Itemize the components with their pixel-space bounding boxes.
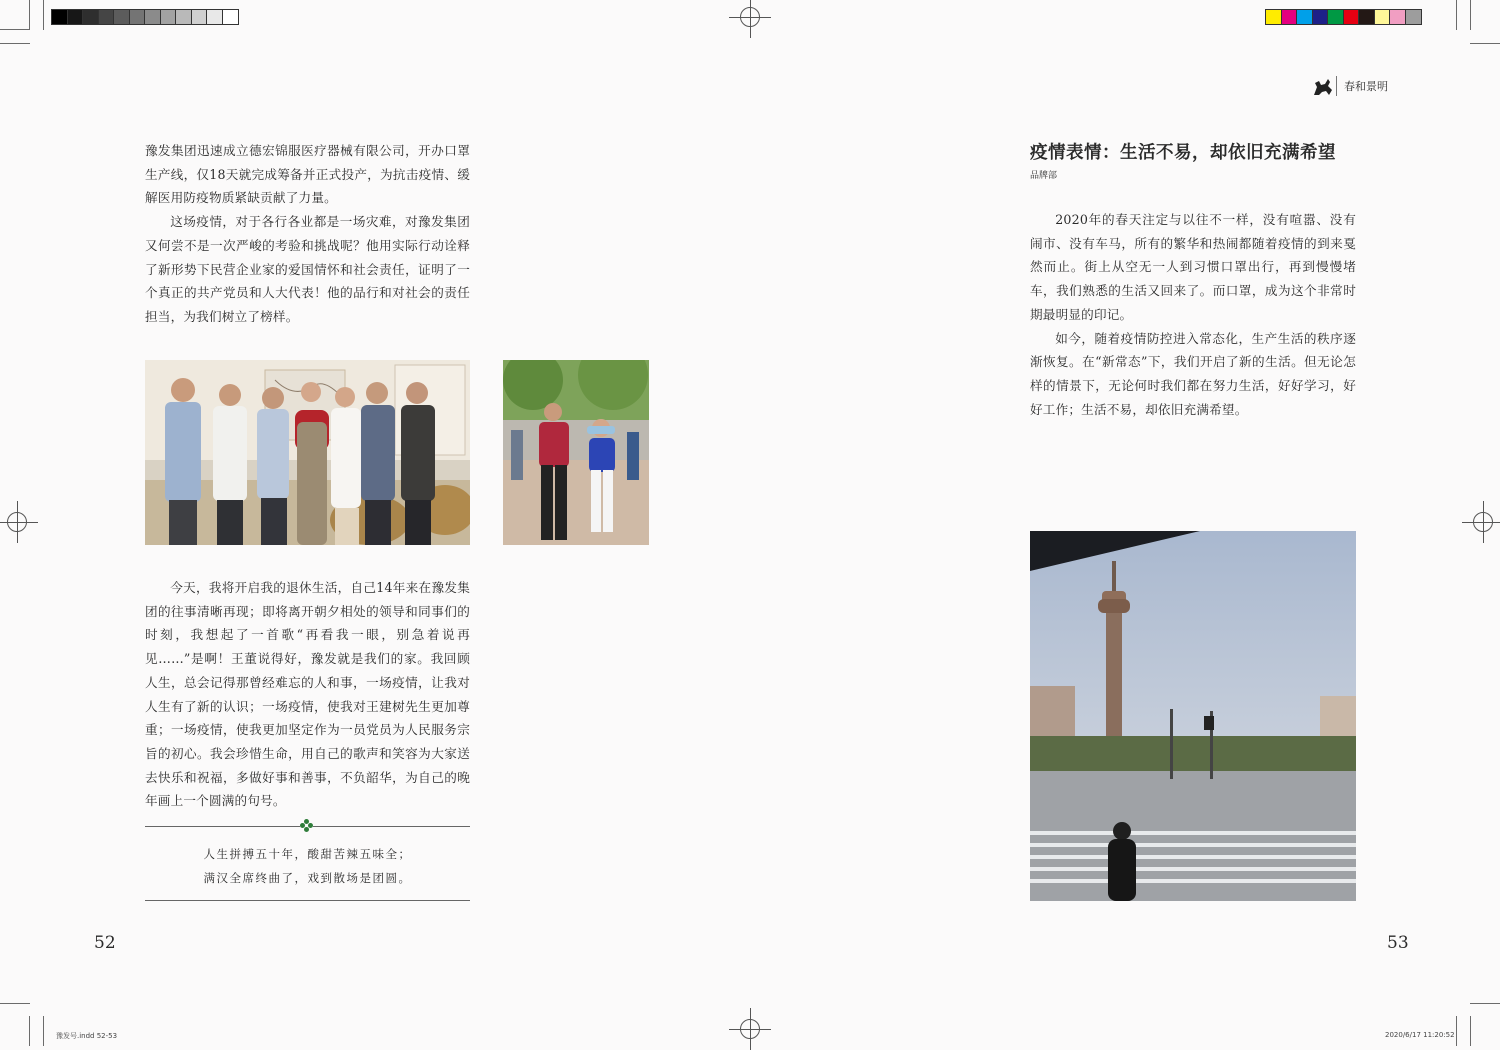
- crop-mark: [1456, 1016, 1457, 1046]
- intro-paragraph: [145, 139, 470, 329]
- registration-mark-bottom: [740, 1019, 760, 1039]
- poem-line-2: 满汉全席终曲了，戏到散场是团圆。: [203, 871, 412, 885]
- gray-swatch: [52, 10, 68, 24]
- color-swatch: [1375, 10, 1391, 24]
- crop-mark: [29, 0, 30, 30]
- brand-label: 春和景明: [1344, 80, 1388, 93]
- print-timestamp: 2020/6/17 11:20:52: [1385, 1031, 1455, 1039]
- clover-ornament-icon: [300, 819, 313, 832]
- intro-text: 豫发集团迅速成立德宏锦服医疗器械有限公司，开办口罩生产线，仅18天就完成筹备并正式投产，为抗击疫情、缓解医用防疫物质紧缺贡献了力量。: [145, 143, 470, 206]
- dancing-photo: [503, 360, 649, 545]
- crop-mark: [29, 1016, 30, 1046]
- gray-swatch: [145, 10, 161, 24]
- article-paragraph-1: 2020年的春天注定与以往不一样，没有喧嚣、没有闹市、没有车马，所有的繁华和热闹都随着疫情的到来戛然而止。街上从空无一人到习惯口罩出行，再到慢慢堵车，我们熟悉的生活又回来了。而口罩，成为这个非常时期最明显的印记。: [1030, 212, 1356, 322]
- gray-swatch: [130, 10, 146, 24]
- page-number-right: 53: [1387, 933, 1409, 953]
- color-swatch: [1313, 10, 1329, 24]
- poem-bottom-rule: [145, 900, 470, 901]
- street-tower-photo: [1030, 531, 1356, 901]
- registration-mark-top: [740, 7, 760, 27]
- page-number-left: 52: [94, 933, 116, 953]
- article-paragraph-2: 如今，随着疫情防控进入常态化，生产生活的秩序逐渐恢复。在“新常态”下，我们开启了新的生活。但无论怎样的情景下，无论何时我们都在努力生活，好好学习，好好工作；生活不易，却依旧充满希望。: [1030, 330, 1356, 417]
- gray-swatch: [176, 10, 192, 24]
- color-swatch: [1297, 10, 1313, 24]
- gray-swatch: [207, 10, 223, 24]
- cmyk-color-bar: [1265, 9, 1422, 25]
- crop-mark: [1470, 43, 1500, 44]
- color-swatch: [1266, 10, 1282, 24]
- brand-divider: [1336, 76, 1337, 96]
- gray-swatch: [161, 10, 177, 24]
- gray-swatch: [99, 10, 115, 24]
- article-body: [1030, 208, 1356, 421]
- gray-swatch: [223, 10, 239, 24]
- crop-mark: [1456, 0, 1457, 30]
- crop-mark: [1470, 1016, 1471, 1046]
- registration-mark-left: [7, 512, 27, 532]
- article-title: 疫情表情：生活不易，却依旧充满希望: [1030, 143, 1336, 163]
- crop-mark: [43, 0, 44, 30]
- poem-line-1: 人生拼搏五十年，酸甜苦辣五味全；: [203, 847, 412, 861]
- paragraph-2: 这场疫情，对于各行各业都是一场灾难，对豫发集团又何尝不是一次严峻的考验和挑战呢？他用实际行动诠释了新形势下民营企业家的爱国情怀和社会责任，证明了一个真正的共产党员和人大代表！他的品行和对社会的责任担当，为我们树立了榜样。: [145, 214, 470, 324]
- grayscale-color-bar: [51, 9, 239, 25]
- crop-mark: [0, 29, 30, 30]
- crop-mark: [43, 1016, 44, 1046]
- color-swatch: [1406, 10, 1422, 24]
- brand-logo-icon: [1313, 78, 1333, 96]
- gray-swatch: [192, 10, 208, 24]
- color-swatch: [1390, 10, 1406, 24]
- crop-mark: [1470, 0, 1471, 30]
- file-label: 豫发号.indd 52-53: [56, 1032, 118, 1040]
- crop-mark: [1470, 1003, 1500, 1004]
- gray-swatch: [68, 10, 84, 24]
- crop-mark: [0, 1003, 30, 1004]
- group-photo: [145, 360, 470, 545]
- crop-mark: [0, 43, 30, 44]
- gray-swatch: [114, 10, 130, 24]
- paragraph-3: 今天，我将开启我的退休生活，自己14年来在豫发集团的往事清晰再现；即将离开朝夕相处的领导和同事们的时刻，我想起了一首歌“再看我一眼，别急着说再见……”是啊！王董说得好，豫发就是我们的家。我回顾人生，总会记得那曾经难忘的人和事，一场疫情，让我对人生有了新的认识；一场疫情，使我对王建树先生更加尊重；一场疫情，使我更加坚定作为一员党员为人民服务宗旨的初心。我会珍惜生命，用自己的歌声和笑容为大家送去快乐和祝福，多做好事和善事，不负韶华，为自己的晚年画上一个圆满的句号。: [145, 580, 470, 809]
- color-swatch: [1282, 10, 1298, 24]
- color-swatch: [1359, 10, 1375, 24]
- registration-mark-right: [1473, 512, 1493, 532]
- color-swatch: [1344, 10, 1360, 24]
- department-label: 品牌部: [1030, 171, 1058, 181]
- closing-paragraph: [145, 576, 470, 813]
- gray-swatch: [83, 10, 99, 24]
- color-swatch: [1328, 10, 1344, 24]
